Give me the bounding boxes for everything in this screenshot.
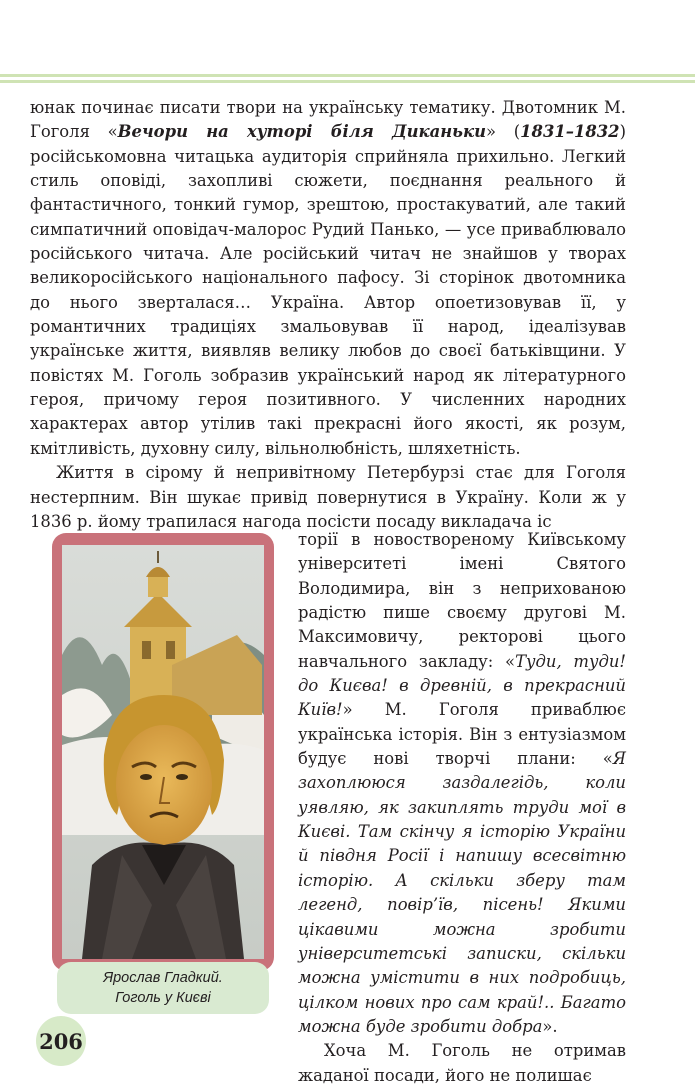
- wrapped-text: [298, 528, 626, 1088]
- text-run: ».: [542, 1016, 558, 1036]
- text-run: Вечори на хуторі біля Диканьки: [117, 122, 487, 142]
- text-run: Життя в сірому й непривітному Петербурзі стає для Гоголя нестерпним. Він шукає привід повернутися в Україну. Коли ж у 1836 р. йому трапилася нагода посісти посаду викладача іс: [30, 463, 626, 531]
- text-run: ) російськомовна читацька аудиторія сприйняла прихильно. Легкий стиль оповіді, захопливі сюжети, поєднання реального й фантастичного, тонкий гумор, зрештою, простакуватий, але такий симпатичний оповідач-малорос Рудий Панько, — усе приваблювало російського читача. Але російський читач не знайшов у творах великоросійського національного пафосу. Зі сторінок двотомника до нього зверталася… Україна. Автор опоетизовував її, у романтичних традиціях змальовував її народ, ідеалізував українське життя, виявляв велику любов до своєї батьківщини. У повістях М. Гоголь зобразив український народ як літературного героя, причому героя позитивного. У численних народних характерах автор утілив такі прекрасні його якості, як розум, кмітливість, духовну силу, вільнолюбність, шляхетність.: [30, 122, 626, 458]
- paragraph: [30, 461, 626, 534]
- text-run: » (: [486, 122, 521, 142]
- page-number: 206: [39, 1028, 83, 1054]
- caption-title: Гоголь у Києві: [115, 990, 211, 1006]
- paragraph: [298, 1039, 626, 1088]
- gogol-portrait-image: [62, 545, 264, 959]
- text-run: Я захоплююся заздалегідь, коли уявляю, як закиплять труди мої в Києві. Там скінчу я історію України й півдня Росії і напишу всесвітню історію. А скільки зберу там легенд, повір’їв, пісень! Якими цікавими можна зробити університетські записки, скільки можна умістити в них подробиць, цілком нових про сам край!.. Багато можна буде зробити добра: [298, 749, 626, 1036]
- text-run: » М. Гоголя приваблює українська історія. Він з ентузіазмом будує нові творчі плани: «: [298, 700, 626, 769]
- figure-caption: [57, 962, 269, 1014]
- portrait-illustration: [62, 545, 264, 959]
- text-run: 1831–1832: [520, 122, 620, 142]
- main-text: [30, 96, 626, 534]
- paragraph: [30, 96, 626, 461]
- page-top-margin: [0, 0, 695, 70]
- text-run: юнак починає писати твори на українську тематику. Двотомник М. Гоголя «: [30, 98, 626, 142]
- header-rule-bottom: [0, 80, 695, 83]
- caption-author: Ярослав Гладкий.: [103, 970, 223, 986]
- text-run: Туди, туди! до Києва! в древній, в прекрасний Київ!: [298, 651, 626, 720]
- header-rule-top: [0, 74, 695, 77]
- page-number-badge: [36, 1016, 86, 1066]
- text-run: Хоча М. Гоголь не отримав жаданої посади, його не полишає: [298, 1041, 626, 1085]
- paragraph: [298, 528, 626, 1039]
- text-run: торії в новоствореному Київському університеті імені Святого Володимира, він з неприхованою радістю пише своєму другові М. Максимовичу, ректорові цього навчального закладу: «: [298, 530, 626, 671]
